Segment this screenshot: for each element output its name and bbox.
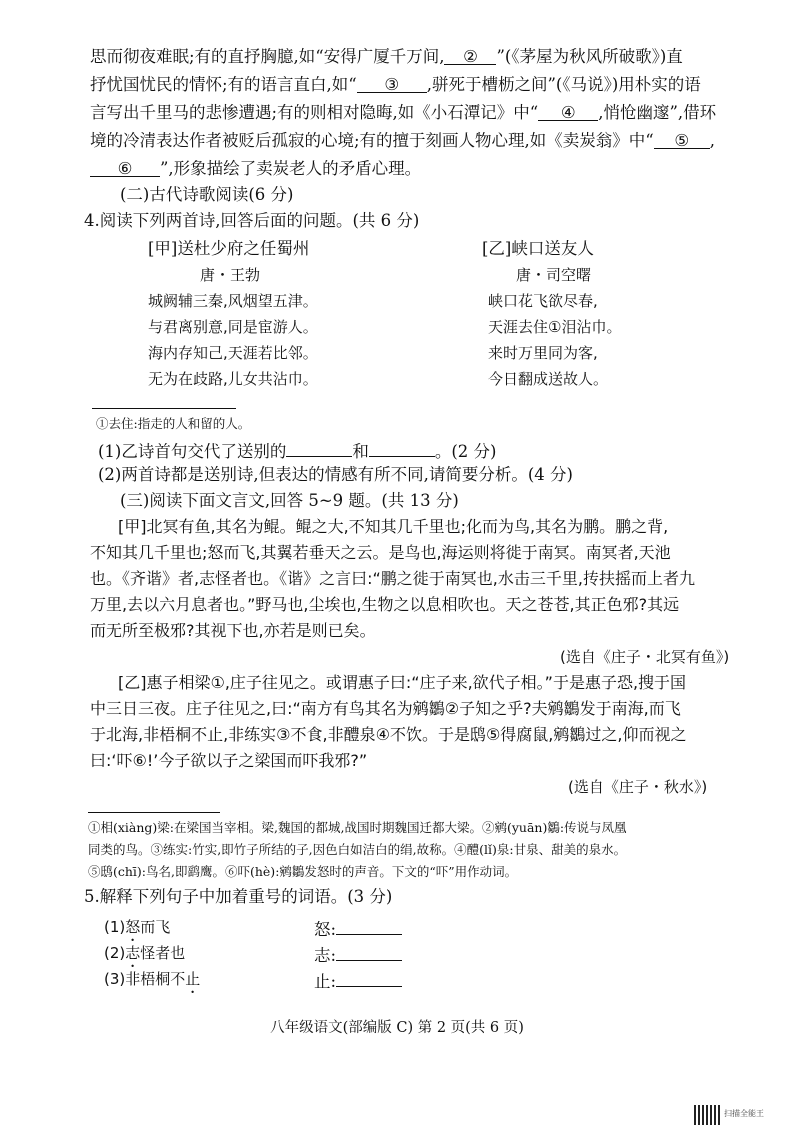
q5-item-2: (2)志怪者也 — [104, 944, 186, 962]
source-a: (选自《庄子・北冥有鱼》) — [560, 648, 730, 666]
footnote-line: 同类的鸟。③练实:竹实,即竹子所结的子,因色白如洁白的绢,故称。④醴(lǐ)泉:甘泉、甜美的泉水。 — [88, 842, 627, 857]
question-4-2: (2)两首诗都是送别诗,但表达的情感有所不同,请简要分析。(4 分) — [98, 465, 573, 484]
para1-line4: 境的冷清表达作者被贬后孤寂的心境;有的擅于刻画人物心理,如《卖炭翁》中“ ⑤ , — [90, 131, 715, 150]
blank-3[interactable]: ③ — [357, 74, 427, 93]
question-4: 4.阅读下列两首诗,回答后面的问题。(共 6 分) — [84, 211, 420, 230]
q5-answer-1: 怒: — [314, 916, 402, 941]
footnote-rule — [88, 812, 220, 813]
answer-blank[interactable] — [336, 968, 402, 987]
emphasized-word: 止 — [185, 970, 201, 988]
section-3-heading: (三)阅读下面文言文,回答 5~9 题。(共 13 分) — [120, 491, 459, 510]
para1-line3: 言写出千里马的悲惨遭遇;有的则相对隐晦,如《小石潭记》中“ ④ ,悄怆幽邃”,借环 — [90, 103, 717, 122]
emphasized-word: 怒 — [125, 918, 141, 936]
text-b-line: 曰:‘吓⑥!’今子欲以子之梁国而吓我邪?” — [90, 751, 368, 770]
footnote-rule — [92, 408, 236, 409]
poem-a-line: 城阙辅三秦,风烟望五津。 — [148, 292, 318, 310]
poem-a-line: 与君离别意,同是宦游人。 — [148, 318, 318, 336]
poem-b-line: 峡口花飞欲尽春, — [488, 292, 598, 310]
poem-a-author: 唐・王勃 — [200, 266, 261, 284]
poem-b-title: [乙]峡口送友人 — [482, 239, 594, 258]
blank-2[interactable]: ② — [444, 46, 496, 65]
para1-line5: ⑥ ”,形象描绘了卖炭老人的矛盾心理。 — [90, 158, 421, 180]
emphasized-word: 志 — [125, 944, 141, 962]
q5-answer-2: 志: — [314, 942, 402, 967]
question-5: 5.解释下列句子中加着重号的词语。(3 分) — [84, 887, 393, 906]
poem-footnote: ①去住:指走的人和留的人。 — [96, 416, 251, 431]
blank-5[interactable]: ⑤ — [654, 130, 710, 149]
text-a-line: 也。《齐谐》者,志怪者也。《谐》之言曰:“鹏之徙于南冥也,水击三千里,抟扶摇而上者九 — [90, 569, 695, 588]
answer-blank[interactable] — [336, 916, 402, 935]
question-4-1: (1)乙诗首句交代了送别的 和 。(2 分) — [98, 438, 497, 463]
text-b-line: [乙]惠子相梁①,庄子往见之。或谓惠子曰:“庄子来,欲代子相。”于是惠子恐,搜于国 — [118, 673, 687, 692]
section-2-heading: (二)古代诗歌阅读(6 分) — [120, 185, 294, 204]
poem-b-author: 唐・司空曙 — [516, 266, 592, 284]
q5-answer-3: 止: — [314, 968, 402, 993]
poem-a-line: 无为在歧路,儿女共沾巾。 — [148, 370, 318, 388]
poem-b-line: 天涯去住①泪沾巾。 — [488, 318, 622, 336]
poem-b-line: 来时万里同为客, — [488, 344, 598, 362]
answer-blank[interactable] — [336, 942, 402, 961]
text-a-line: 而无所至极邪?其视下也,亦若是则已矣。 — [90, 621, 376, 640]
para1-line1: 思而彻夜难眠;有的直抒胸臆,如“安得广厦千万间, ② ”(《茅屋为秋风所破歌》)直 — [90, 47, 683, 66]
poem-b-line: 今日翻成送故人。 — [488, 370, 609, 388]
text-b-line: 于北海,非梧桐不止,非练实③不食,非醴泉④不饮。于是鸱⑤得腐鼠,鹓鶵过之,仰而视之 — [90, 725, 687, 744]
blank-4[interactable]: ④ — [538, 102, 598, 121]
text-a-line: 万里,去以六月息者也。”野马也,尘埃也,生物之以息相吹也。天之苍苍,其正色邪?其远 — [90, 595, 680, 614]
source-b: (选自《庄子・秋水》) — [568, 778, 708, 796]
poem-a-title: [甲]送杜少府之任蜀州 — [148, 239, 310, 258]
answer-blank[interactable] — [369, 438, 435, 457]
scanner-watermark: 扫描全能王 — [724, 1109, 764, 1118]
blank-6[interactable]: ⑥ — [90, 158, 160, 177]
footnote-line: ⑤鸱(chī):鸟名,即鹞鹰。⑥吓(hè):鹓鶵发怒时的声音。下文的“吓”用作动词。 — [88, 864, 518, 879]
footnote-line: ①相(xiàng)梁:在梁国当宰相。梁,魏国的都城,战国时期魏国迁都大梁。②鹓(yuān)鶵:传说与凤凰 — [88, 820, 627, 835]
text-a-line: [甲]北冥有鱼,其名为鲲。鲲之大,不知其几千里也;化而为鸟,其名为鹏。鹏之背, — [118, 517, 669, 536]
answer-blank[interactable] — [286, 438, 352, 457]
q5-item-1: (1)怒而飞 — [104, 918, 171, 936]
poem-a-line: 海内存知己,天涯若比邻。 — [148, 344, 318, 362]
page-footer: 八年级语文(部编版 C) 第 2 页(共 6 页) — [270, 1020, 524, 1036]
q5-item-3: (3)非梧桐不止 — [104, 970, 201, 988]
text-a-line: 不知其几千里也;怒而飞,其翼若垂天之云。是鸟也,海运则将徙于南冥。南冥者,天池 — [90, 543, 671, 562]
qr-code-icon — [694, 1105, 720, 1125]
text-b-line: 中三日三夜。庄子往见之,曰:“南方有鸟其名为鹓鶵②子知之乎?夫鹓鶵发于南海,而飞 — [90, 699, 681, 718]
para1-line2: 抒忧国忧民的情怀;有的语言直白,如“ ③ ,骈死于槽枥之间”(《马说》)用朴实的语 — [90, 75, 701, 94]
